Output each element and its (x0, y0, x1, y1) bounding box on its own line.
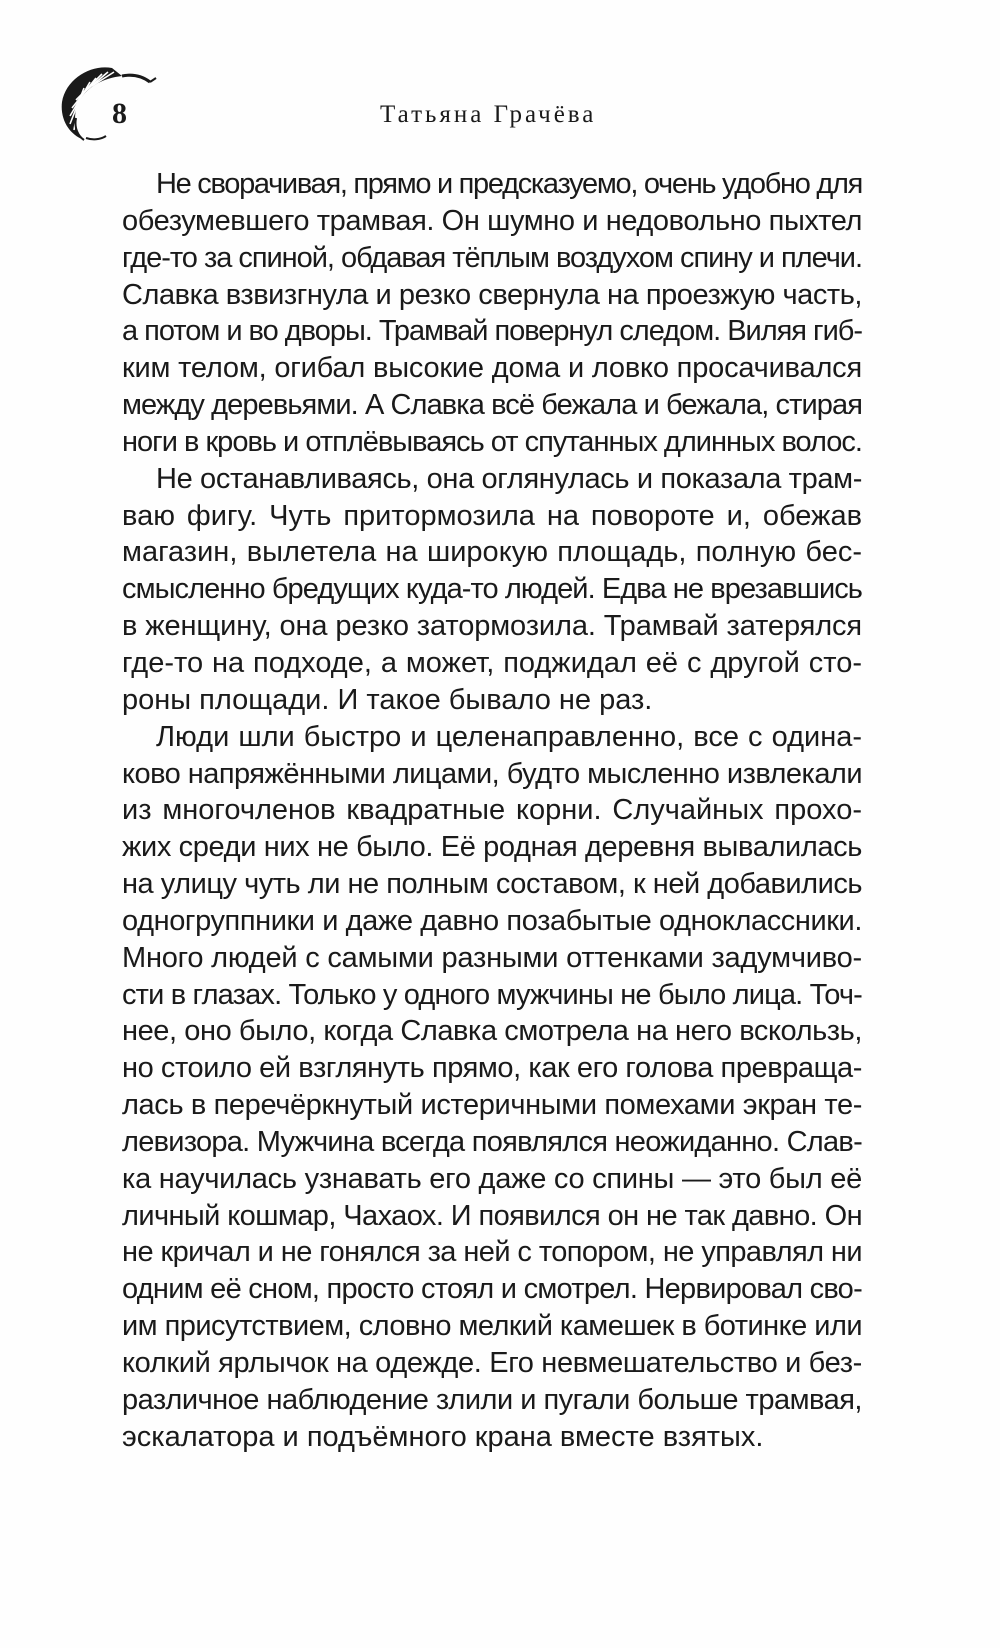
text-line: обезумевшего трамвая. Он шумно и недовольно пыхтел (122, 204, 862, 237)
text-line: ка научилась узнавать его даже со спины — это был её (122, 1162, 862, 1195)
feather-icon (52, 56, 162, 146)
text-line: лась в перечёркнутый истеричными помехами экран те- (122, 1089, 862, 1122)
text-line: не кричал и не гонялся за ней с топором, не управлял ни (122, 1236, 862, 1269)
running-head-author: Татьяна Грачёва (380, 101, 597, 128)
text-line: им присутствием, словно мелкий камешек в ботинке или (122, 1310, 862, 1343)
text-line: Не сворачивая, прямо и предсказуемо, очень удобно для (156, 168, 862, 200)
paragraph (122, 461, 862, 719)
paragraph (122, 719, 862, 1456)
text-line: где-то за спиной, обдавая тёплым воздухом спину и плечи. (122, 241, 862, 274)
text-line: магазин, вылетела на широкую площадь, полную бес- (122, 536, 862, 569)
text-line: личный кошмар, Чахаох. И появился он не так давно. Он (122, 1199, 862, 1232)
page-header (0, 0, 1000, 160)
text-line: Много людей с самыми разными оттенками задумчиво- (122, 941, 862, 974)
text-line: ким телом, огибал высокие дома и ловко просачивался (122, 352, 862, 385)
text-line: между деревьями. А Славка всё бежала и бежала, стирая (122, 389, 862, 422)
body-text (122, 166, 862, 1456)
text-line: Не останавливаясь, она оглянулась и показала трам- (156, 462, 862, 495)
text-line: одногруппники и даже давно позабытые одноклассники. (122, 904, 862, 937)
text-line: Люди шли быстро и целенаправленно, все с одина- (156, 720, 862, 753)
text-line: левизора. Мужчина всегда появлялся неожиданно. Слав- (122, 1125, 862, 1158)
text-line: различное наблюдение злили и пугали больше трамвая, (122, 1383, 862, 1416)
text-line: ваю фигу. Чуть притормозила на повороте и, обежав (122, 499, 862, 532)
text-line: в женщину, она резко затормозила. Трамвай затерялся (122, 610, 862, 643)
text-line: сти в глазах. Только у одного мужчины не было лица. Точ- (122, 978, 862, 1011)
text-line: смысленно бредущих куда-то людей. Едва не врезавшись (122, 573, 862, 606)
page-number: 8 (112, 97, 127, 130)
text-line: из многочленов квадратные корни. Случайных прохо- (122, 794, 862, 827)
text-line: но стоило ей взглянуть прямо, как его голова превраща- (122, 1052, 862, 1085)
text-line: Славка взвизгнула и резко свернула на проезжую часть, (122, 278, 862, 311)
text-line: жих среди них не было. Её родная деревня вывалилась (122, 831, 862, 864)
text-line: где-то на подходе, а может, поджидал её с другой сто- (122, 646, 862, 679)
text-line: ково напряжёнными лицами, будто мысленно извлекали (122, 757, 862, 790)
text-line: а потом и во дворы. Трамвай повернул следом. Виляя гиб- (122, 315, 862, 348)
text-line: колкий ярлычок на одежде. Его невмешательство и без- (122, 1347, 862, 1379)
paragraph (122, 166, 862, 461)
text-line: ноги в кровь и отплёвываясь от спутанных длинных волос. (122, 425, 862, 458)
text-line: эскалатора и подъёмного крана вместе взятых. (122, 1420, 764, 1453)
text-line: роны площади. И такое бывало не раз. (122, 683, 653, 716)
text-line: нее, оно было, когда Славка смотрела на него вскользь, (122, 1015, 862, 1048)
text-line: на улицу чуть ли не полным составом, к ней добавились (122, 868, 862, 901)
text-line: одним её сном, просто стоял и смотрел. Нервировал сво- (122, 1273, 862, 1306)
